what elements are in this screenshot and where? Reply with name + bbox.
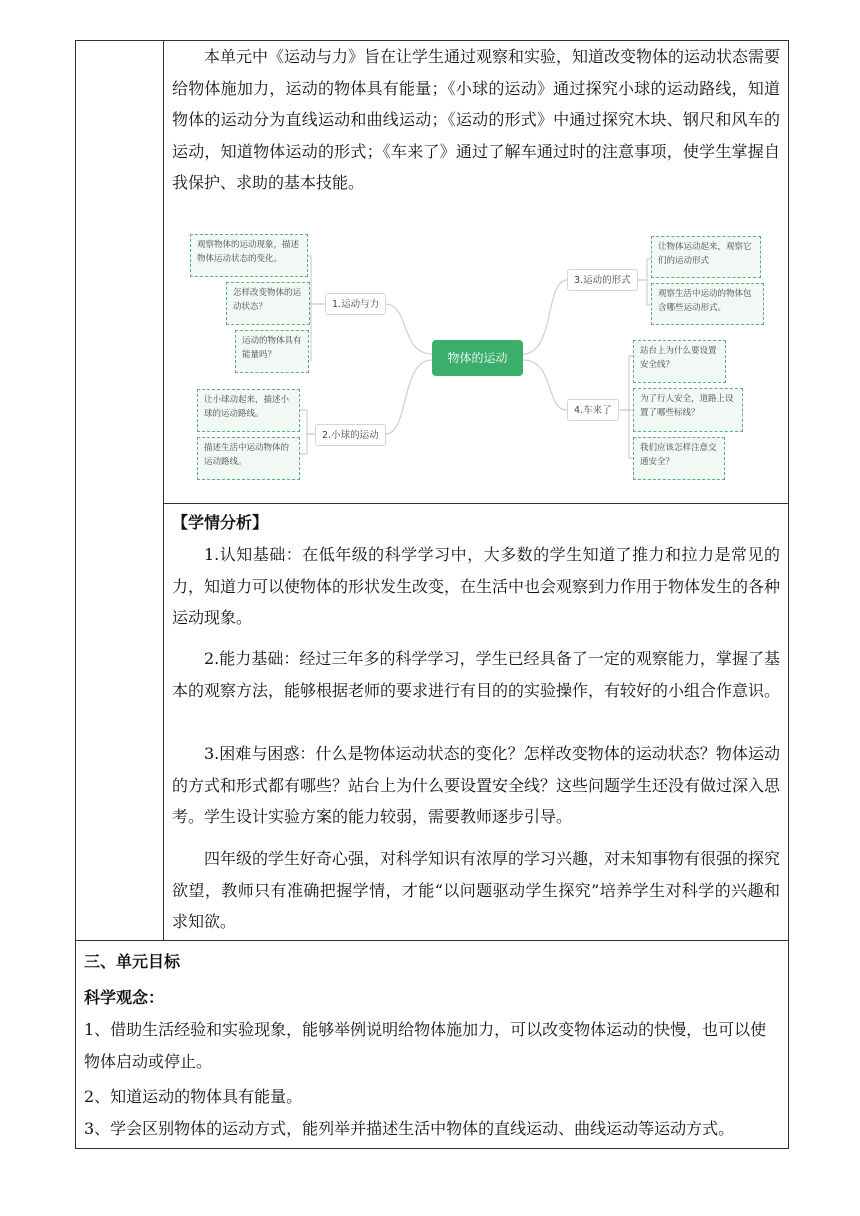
mindmap	[185, 226, 775, 488]
branch-car-coming: 4.车来了	[567, 399, 619, 421]
node-safety-line: 站台上为什么要设置安全线？	[633, 340, 726, 383]
branch-ball-motion: 2.小球的运动	[315, 424, 386, 446]
node-energy: 运动的物体具有能量吗？	[235, 330, 309, 373]
node-change-motion: 怎样改变物体的运动状态？	[226, 282, 310, 325]
node-forms-life: 观察生活中运动的物体包含哪些运动形式。	[651, 283, 764, 325]
node-ball-path: 让小球动起来，描述小球的运动路线。	[197, 389, 300, 432]
node-road-markings: 为了行人安全，道路上设置了哪些标线？	[633, 388, 743, 432]
node-traffic-safety: 我们应该怎样注意交通安全？	[633, 437, 725, 480]
unit-intro-paragraph: 本单元中《运动与力》旨在让学生通过观察和实验，知道改变物体的运动状态需要给物体施加力，运动的物体具有能量；《小球的运动》通过探究小球的运动路线，知道物体的运动分为直线运动和曲线运动；《运动的形式》中通过探究木块、钢尺和风车的运动，知道物体运动的形式；《车来了》通过了解车通过时的注意事项，使学生掌握自我保护、求助的基本技能。	[172, 47, 781, 192]
row-divider	[75, 940, 789, 941]
column-divider	[163, 40, 164, 940]
mindmap-center: 物体的运动	[432, 340, 523, 376]
analysis-paragraph-4: 四年级的学生好奇心强，对科学知识有浓厚的学习兴趣，对未知事物有很强的探究欲望，教师只有准确把握学情，才能“以问题驱动学生探究”培养学生对科学的兴趣和求知欲。	[172, 849, 781, 931]
goal-2: 2、知道运动的物体具有能量。	[84, 1087, 303, 1106]
node-observe-motion: 观察物体的运动现象，描述物体运动状态的变化。	[190, 234, 308, 277]
row-divider	[163, 503, 789, 504]
goal-3: 3、学会区别物体的运动方式，能列举并描述生活中物体的直线运动、曲线运动等运动方式。	[84, 1119, 735, 1138]
node-life-path: 描述生活中运动物体的运动路线。	[197, 437, 300, 480]
analysis-paragraph-2: 2.能力基础：经过三年多的科学学习，学生已经具备了一定的观察能力，掌握了基本的观察方法，能够根据老师的要求进行有目的的实验操作，有较好的小组合作意识。	[172, 649, 781, 700]
branch-motion-forms: 3.运动的形式	[567, 269, 638, 291]
analysis-heading: 【学情分析】	[172, 513, 269, 532]
goal-1: 1、借助生活经验和实验现象，能够举例说明给物体施加力，可以改变物体运动的快慢，也可以使物体启动或停止。	[84, 1020, 767, 1071]
branch-motion-and-force: 1.运动与力	[325, 293, 386, 315]
analysis-paragraph-1: 1.认知基础：在低年级的科学学习中，大多数的学生知道了推力和拉力是常见的力，知道力可以使物体的形状发生改变，在生活中也会观察到力作用于物体发生的各种运动现象。	[172, 545, 781, 627]
goals-subheading: 科学观念：	[84, 988, 165, 1007]
goals-heading: 三、单元目标	[84, 952, 181, 971]
node-forms-observe: 让物体运动起来，观察它们的运动形式	[651, 236, 761, 278]
analysis-paragraph-3: 3.困难与困惑：什么是物体运动状态的变化？怎样改变物体的运动状态？物体运动的方式和形式都有哪些？站台上为什么要设置安全线？这些问题学生还没有做过深入思考。学生设计实验方案的能力较弱，需要教师逐步引导。	[172, 744, 781, 826]
